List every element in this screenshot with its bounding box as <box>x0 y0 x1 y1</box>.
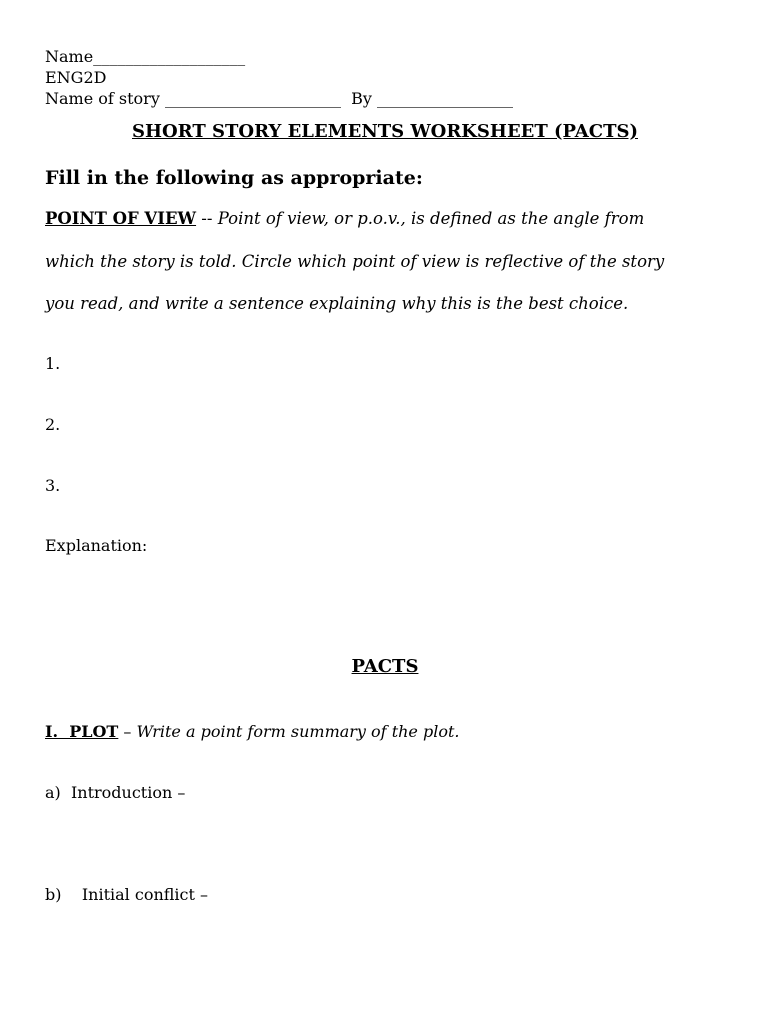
pov-line-1 <box>45 209 644 228</box>
plot-item-b: b) Initial conflict – <box>45 885 209 904</box>
instructions-heading: Fill in the following as appropriate: <box>45 167 423 189</box>
plot-instruction: Write a point form summary of the plot. <box>136 722 460 741</box>
name-line: Name___________________ <box>45 47 246 66</box>
pov-line-3: you read, and write a sentence explaining why this is the best choice. <box>45 294 629 313</box>
worksheet-title: SHORT STORY ELEMENTS WORKSHEET (PACTS) <box>132 121 638 142</box>
pov-item-3: 3. <box>45 476 61 495</box>
by-label: By <box>351 89 372 108</box>
pov-item-2: 2. <box>45 415 61 434</box>
pacts-heading: PACTS <box>351 656 419 677</box>
class-code: ENG2D <box>45 68 107 87</box>
pov-heading: POINT OF VIEW <box>45 209 197 228</box>
story-label: Name of story <box>45 89 160 108</box>
explanation-label: Explanation: <box>45 536 148 555</box>
plot-dash: – <box>118 722 137 741</box>
pov-text-1: Point of view, or p.o.v., is defined as the angle from <box>217 209 645 228</box>
pov-separator: -- <box>196 209 218 228</box>
by-blank: _________________ <box>377 89 514 108</box>
story-line <box>45 89 513 108</box>
pov-item-1: 1. <box>45 354 61 373</box>
pov-line-2: which the story is told. Circle which point of view is reflective of the story <box>45 252 665 271</box>
plot-line <box>45 722 459 741</box>
plot-heading: I. PLOT <box>45 722 119 741</box>
plot-item-a: a) Introduction – <box>45 783 186 802</box>
story-blank: ______________________ <box>164 89 341 108</box>
